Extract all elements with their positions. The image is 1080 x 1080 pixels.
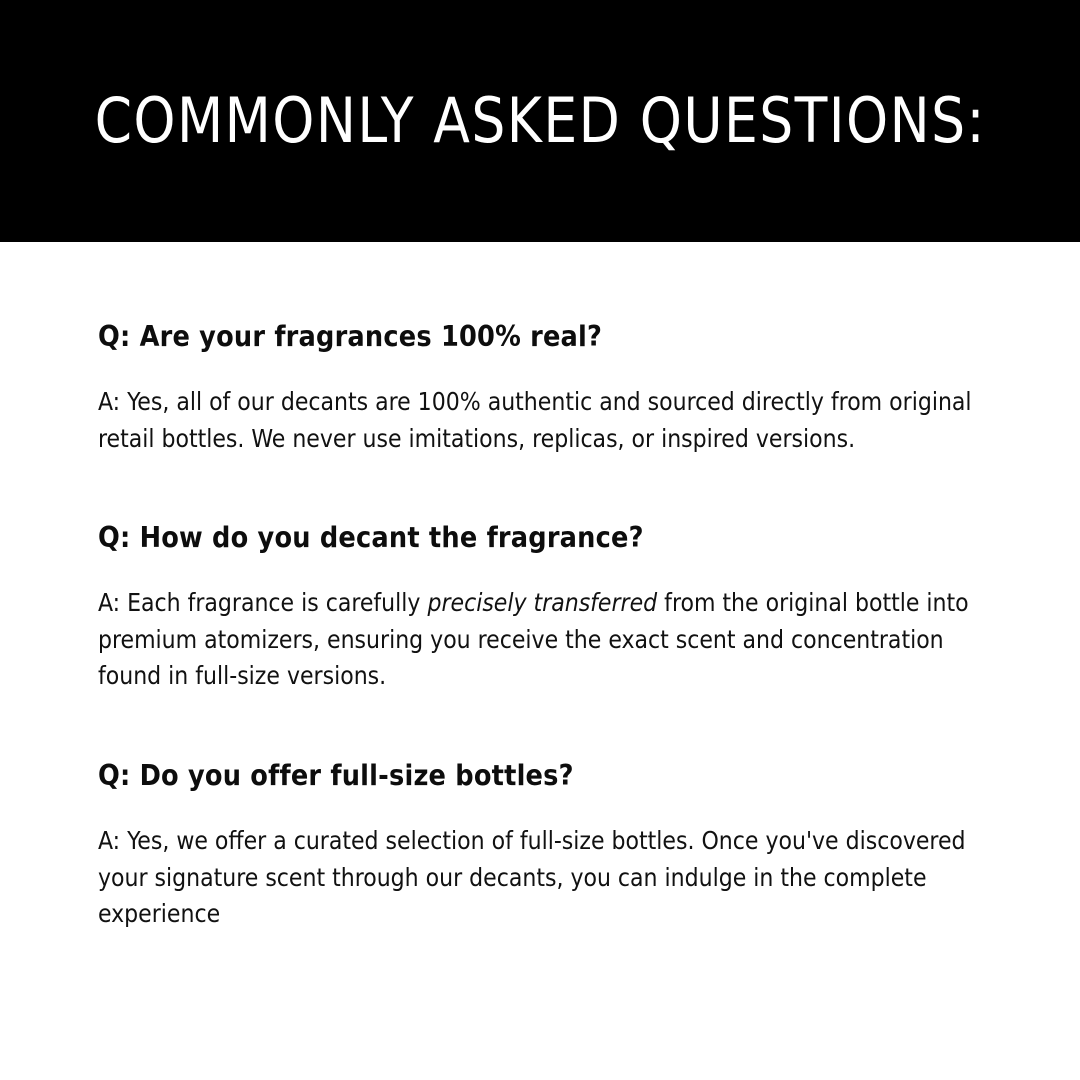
faq-answer-text-cont: from the original bottle into premium atomizers, ensuring you receive the exact scent and concentration found in full-size versions. [98, 588, 969, 691]
faq-question: Q: Do you offer full-size bottles? [98, 758, 574, 792]
faq-question: Q: How do you decant the fragrance? [98, 521, 644, 555]
header-banner [0, 0, 1080, 242]
faq-answer [98, 384, 1005, 457]
faq-item [0, 521, 1080, 695]
faq-answer-emphasis: precisely transferred [427, 588, 658, 618]
faq-answer-text: A: Each fragrance is carefully [98, 588, 428, 618]
faq-content [0, 242, 1080, 933]
faq-answer-text: A: Yes, all of our decants are 100% authentic and sourced directly from original retail bottles. We never use imitations, replicas, or inspired versions. [98, 387, 972, 453]
faq-item [0, 759, 1080, 933]
page-title: COMMONLY ASKED QUESTIONS: [94, 84, 986, 157]
faq-answer-text: A: Yes, we offer a curated selection of full-size bottles. Once you've discovered your signature scent through our decants, you can indulge in the complete experience [98, 826, 966, 929]
faq-item [0, 320, 1080, 457]
faq-question: Q: Are your fragrances 100% real? [98, 320, 603, 353]
faq-answer [98, 823, 1005, 933]
faq-list [0, 320, 1080, 933]
faq-answer [98, 585, 1005, 695]
